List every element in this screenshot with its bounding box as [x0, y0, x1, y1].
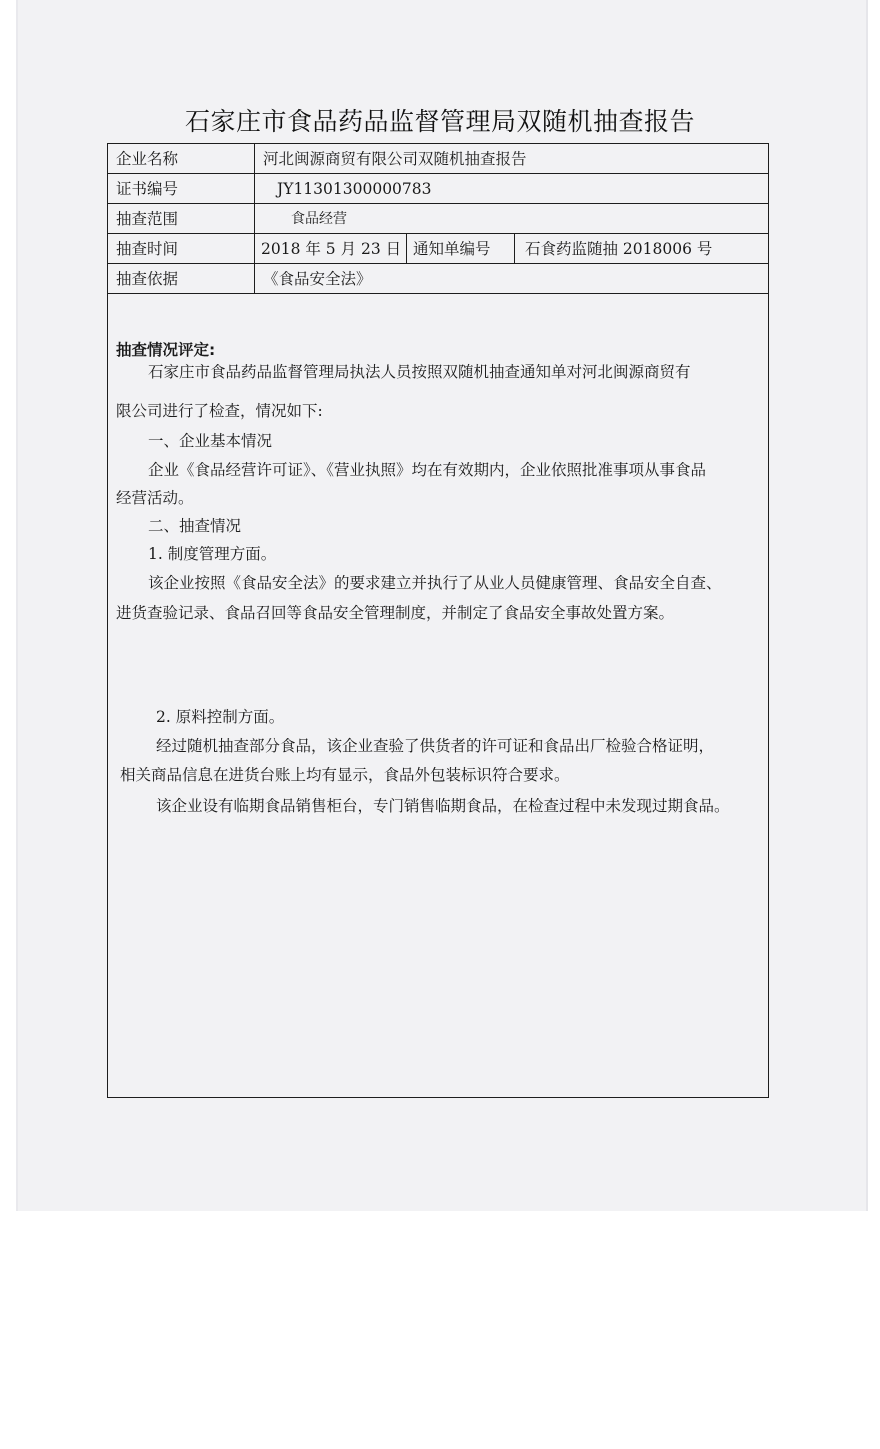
- section-1-line-1: 企业《食品经营许可证》、《营业执照》均在有效期内，企业依照批准事项从事食品: [148, 461, 707, 479]
- row-basis: [108, 264, 768, 294]
- company-label: 企业名称: [108, 144, 255, 173]
- time-value: 2018 年 5 月 23 日: [255, 234, 407, 263]
- item-2-line-2: 相关商品信息在进货台账上均有显示，食品外包装标识符合要求。: [120, 766, 570, 784]
- evaluation-heading: 抽查情况评定:: [116, 341, 216, 359]
- notice-value: 石食药监随抽 2018006 号: [525, 240, 713, 258]
- basis-value: 《食品安全法》: [263, 270, 372, 288]
- section-2-heading: 二、抽查情况: [148, 517, 242, 535]
- report-title: 石家庄市食品药品监督管理局双随机抽查报告: [184, 107, 695, 136]
- item-2-line-3: 该企业设有临期食品销售柜台，专门销售临期食品，在检查过程中未发现过期食品。: [156, 797, 730, 815]
- item-1-heading: 1. 制度管理方面。: [148, 545, 277, 563]
- company-value: 河北闽源商贸有限公司双随机抽查报告: [263, 150, 527, 168]
- item-2-line-1: 经过随机抽查部分食品，该企业查验了供货者的许可证和食品出厂检验合格证明，: [156, 737, 715, 755]
- row-company: [108, 144, 768, 174]
- scope-value: 食品经营: [291, 211, 347, 227]
- scope-label: 抽查范围: [108, 204, 255, 233]
- intro-line-1: 石家庄市食品药品监督管理局执法人员按照双随机抽查通知单对河北闽源商贸有: [148, 363, 691, 381]
- item-2-heading: 2. 原料控制方面。: [156, 708, 285, 726]
- page-margin: [0, 1211, 880, 1449]
- row-time: [108, 234, 768, 264]
- row-scope: [108, 204, 768, 234]
- basis-label: 抽查依据: [108, 264, 255, 293]
- section-1-line-2: 经营活动。: [116, 489, 194, 507]
- cert-value: JY11301300000783: [277, 180, 432, 198]
- section-1-heading: 一、企业基本情况: [148, 432, 273, 450]
- row-cert: [108, 174, 768, 204]
- item-1-line-1: 该企业按照《食品安全法》的要求建立并执行了从业人员健康管理、食品安全自查、: [148, 574, 722, 592]
- time-label: 抽查时间: [108, 234, 255, 263]
- item-1-line-2: 进货查验记录、食品召回等食品安全管理制度，并制定了食品安全事故处置方案。: [116, 604, 675, 622]
- cert-label: 证书编号: [108, 174, 255, 203]
- notice-label: 通知单编号: [407, 234, 515, 263]
- intro-line-2: 限公司进行了检查，情况如下:: [116, 402, 323, 420]
